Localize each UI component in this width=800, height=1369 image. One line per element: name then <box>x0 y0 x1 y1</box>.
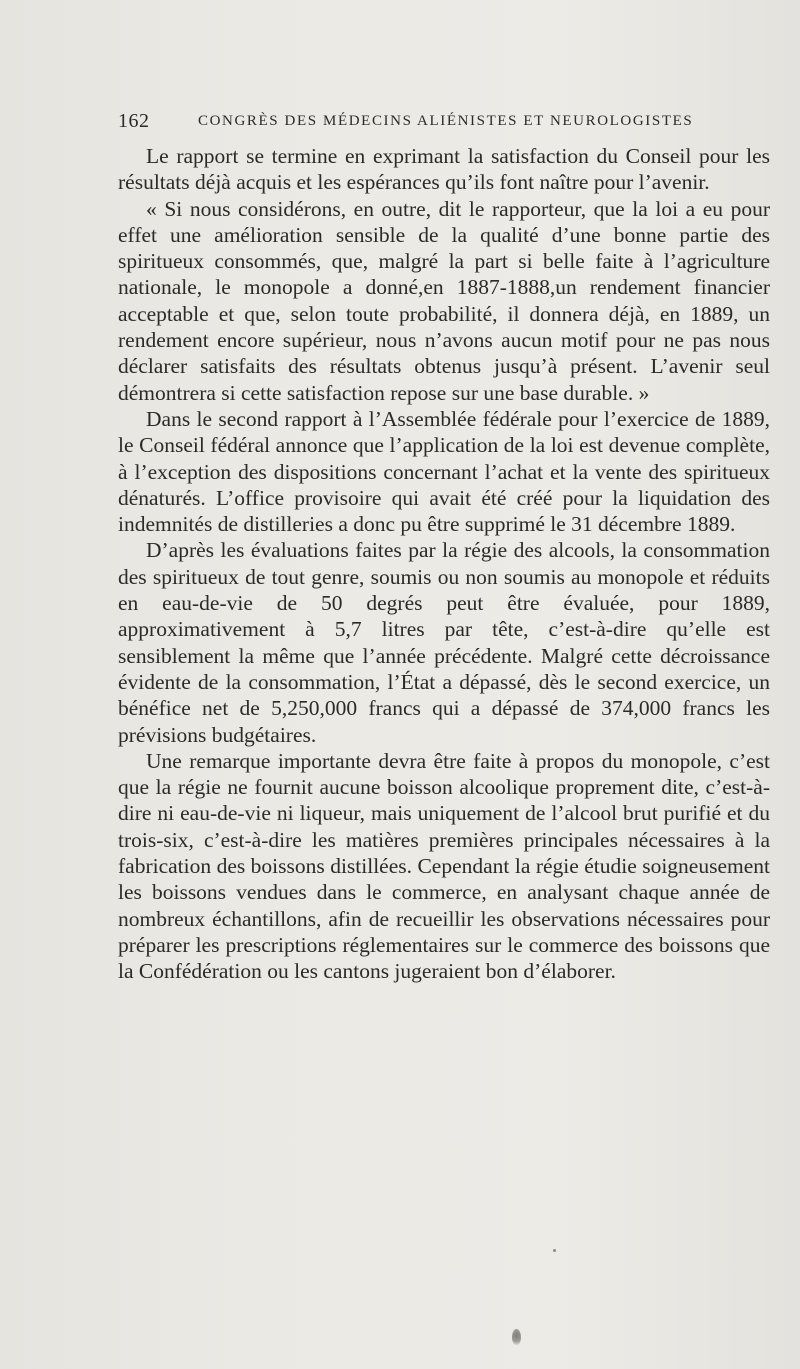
paper-speck <box>553 1249 556 1252</box>
paragraph: « Si nous considérons, en outre, dit le rapporteur, que la loi a eu pour effet une amélioration sensible de la qualité d’une bonne partie des spiritueux consommés, que, malgré la part si belle faite à l’agriculture nationale, le monopole a donné,en 1887-1888,un rendement financier acceptable et que, selon toute probabilité, il donnera déjà, en 1889, un rendement encore supérieur, nous n’avons aucun motif pour ne pas nous déclarer satisfaits des résultats obtenus jusqu’à présent. L’avenir seul démontrera si cette satisfaction repose sur une base durable. » <box>118 196 770 405</box>
page-header <box>118 110 694 140</box>
ink-smudge <box>512 1329 521 1345</box>
paragraph: Dans le second rapport à l’Assemblée fédérale pour l’exercice de 1889, le Conseil fédéral annonce que l’application de la loi est devenue complète, à l’exception des dispositions concernant l’achat et la vente des spiritueux dénaturés. L’office provisoire qui avait été créé pour la liquidation des indemnités de distilleries a donc pu être supprimé le 31 décembre 1889. <box>118 406 770 537</box>
paragraph: Une remarque importante devra être faite à propos du monopole, c’est que la régie ne fournit aucune boisson alcoolique proprement dite, c’est-à-dire ni eau-de-vie ni liqueur, mais uniquement de l’alcool brut purifié et du trois-six, c’est-à-dire les matières premières principales nécessaires à la fabrication des boissons distillées. Cependant la régie étudie soigneusement les boissons vendues dans le commerce, en analysant chaque année de nombreux échantillons, afin de recueillir les observations nécessaires pour préparer les prescriptions réglementaires sur le commerce des boissons que la Confédération ou les cantons jugeraient bon d’élaborer. <box>118 748 770 984</box>
running-head: CONGRÈS DES MÉDECINS ALIÉNISTES ET NEUROLOGISTES <box>198 113 694 129</box>
body-text <box>118 143 770 985</box>
paragraph: D’après les évaluations faites par la régie des alcools, la consommation des spiritueux de tout genre, soumis ou non soumis au monopole et réduits en eau-de-vie de 50 degrés peut être évaluée, pour 1889, approximativement à 5,7 litres par tête, c’est-à-dire qu’elle est sensiblement la même que l’année précédente. Malgré cette décroissance évidente de la consommation, l’État a dépassé, dès le second exercice, un bénéfice net de 5,250,000 francs qui a dépassé de 374,000 francs les prévisions budgétaires. <box>118 538 770 747</box>
page-number: 162 <box>118 110 150 132</box>
paragraph: Le rapport se termine en exprimant la satisfaction du Conseil pour les résultats déjà acquis et les espérances qu’ils font naître pour l’avenir. <box>118 144 770 195</box>
